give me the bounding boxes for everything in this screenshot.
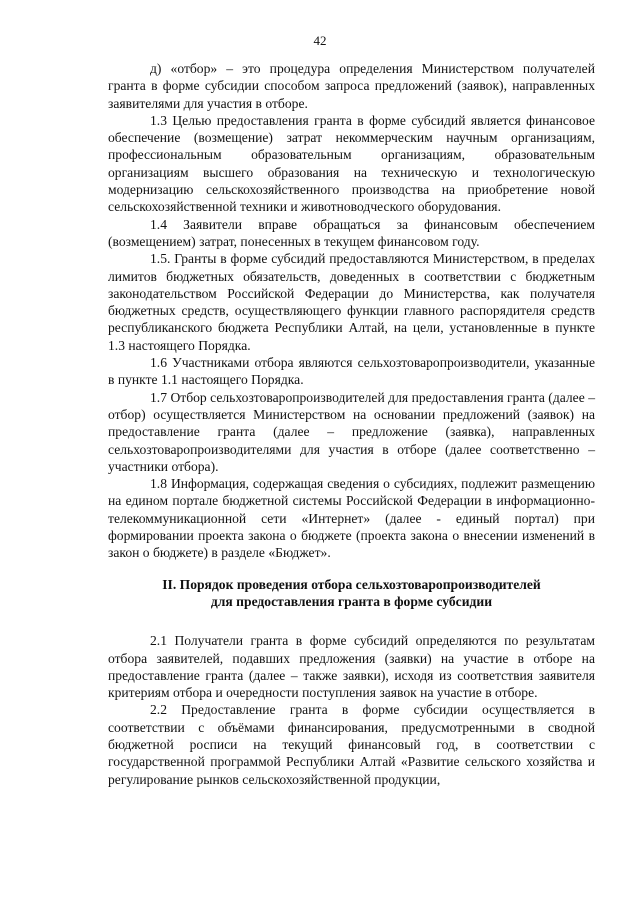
- paragraph-1-8: 1.8 Информация, содержащая сведения о субсидиях, подлежит размещению на едином портале бюджетной системы Российской Федерации в информационно-телекоммуникационной сети «Интернет» (далее - единый портал) при формировании проекта закона о бюджете (проекта закона о внесении изменений в закон о бюджете) в разделе «Бюджет».: [108, 476, 595, 561]
- paragraph-1-6: 1.6 Участниками отбора являются сельхозтоваропроизводители, указанные в пункте 1.1 настоящего Порядка.: [108, 355, 595, 388]
- section-heading: [108, 576, 595, 611]
- paragraph-1-4: 1.4 Заявители вправе обращаться за финансовым обеспечением (возмещением) затрат, понесенных в текущем финансовом году.: [108, 216, 595, 249]
- paragraph-1-3: 1.3 Целью предоставления гранта в форме субсидий является финансовое обеспечение (возмещение) затрат некоммерческим научным организациям, профессиональным образовательным организациям, образовательным организациям высшего образования на техническую и технологическую модернизацию сельскохозяйственного производства на приобретение новой сельскохозяйственной техники и животноводческого оборудования.: [108, 112, 595, 215]
- paragraph-1-7: 1.7 Отбор сельхозтоваропроизводителей для предоставления гранта (далее – отбор) осуществляется Министерством на основании предложений (заявок) на предоставление гранта (далее – предложение (заявка), направленных сельхозтоваропроизводителями для участия в отборе (далее соответственно – участники отбора).: [108, 389, 595, 474]
- paragraph-1-5: 1.5. Гранты в форме субсидий предоставляются Министерством, в пределах лимитов бюджетных обязательств, доведенных в соответствии с бюджетным законодательством Российской Федерации до Министерства, как получателя бюджетных средств, осуществляющего функции главного распорядителя средств республиканского бюджета Республики Алтай, на цели, установленные в пункте 1.3 настоящего Порядка.: [108, 251, 595, 353]
- section-heading-line-1: II. Порядок проведения отбора сельхозтоваропроизводителей: [162, 576, 541, 592]
- paragraph-d-otbor: д) «отбор» – это процедура определения Министерством получателей гранта в форме субсидии способом запроса предложений (заявок), направленных заявителями для участия в отборе.: [108, 61, 595, 111]
- document-body: [108, 60, 595, 788]
- paragraph-2-1: 2.1 Получатели гранта в форме субсидий определяются по результатам отбора заявителей, подавших предложения (заявки) на участие в отборе на предоставление гранта (далее – также заявки), исходя из соответствия заявителя критериям отбора и очередности поступления заявок на участие в отборе.: [108, 633, 595, 701]
- section-heading-line-2: для предоставления гранта в форме субсидии: [210, 593, 493, 609]
- paragraph-2-2: 2.2 Предоставление гранта в форме субсидии осуществляется в соответствии с объёмами финансирования, предусмотренными в сводной бюджетной росписи на текущий финансовый год, в соответствии с государственной программой Республики Алтай «Развитие сельского хозяйства и регулирование рынков сельскохозяйственной продукции,: [108, 702, 595, 787]
- page-number: 42: [313, 33, 327, 48]
